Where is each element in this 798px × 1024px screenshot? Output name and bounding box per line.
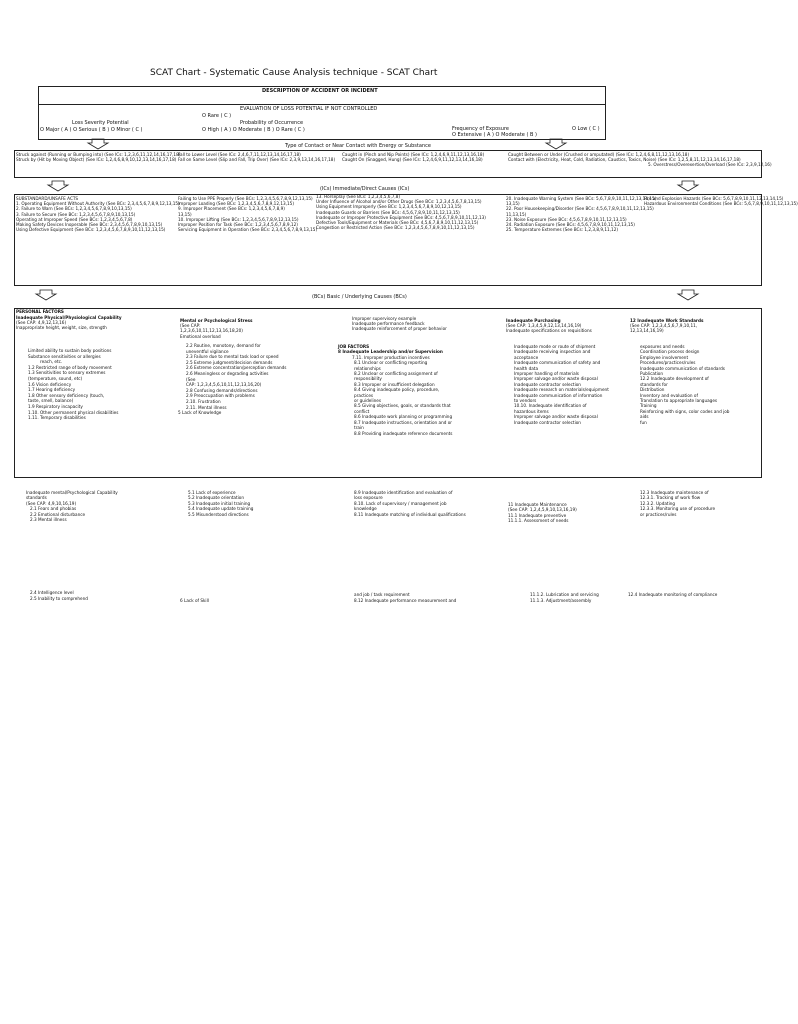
bc-item: 2.6 Extreme concentration/perception demands [186, 365, 287, 371]
bc-item: 8.4 Giving inadequate policy, procedure, [354, 387, 440, 393]
bc-item: (temperature, sound, etc) [28, 375, 83, 381]
lower-item: 11 Inadequate Maintenance [508, 502, 567, 507]
bc-item: aids [640, 414, 649, 420]
bc-item: Inadequate receiving inspection and [514, 349, 591, 355]
bc-head: (See CAP: 1,2,3,4,5,6,7,9,10,11, [630, 323, 698, 329]
lower-item: 5.2 Inadequate orientation [188, 495, 245, 501]
loss-options[interactable]: O Major ( A ) O Serious ( B ) O Minor ( C ) [40, 127, 143, 133]
bc-item: 8.8 Providing inadequate reference documents [354, 430, 453, 436]
bc-item: Translation to appropriate languages [640, 398, 718, 404]
bc-item: 2.6 Meaningless or degrading activities [186, 370, 269, 376]
bc-head: 12 Inadequate Work Standards [630, 318, 704, 323]
bc-item: 8.7 Inadequate instructions, orientation and or [354, 419, 453, 425]
description-label: DESCRIPTION OF ACCIDENT OR INCIDENT [262, 88, 378, 94]
lower-item: 8.10. Lack of supervisory / management job [354, 500, 447, 506]
ic-item: 3. Failure to Secure (See BCs: 1,2,3,4,5,6,7,8,9,10,13,15) [16, 211, 136, 217]
ic-item: 9. Improper Placement (See BCs: 1,2,3,4,5,6,7,8,9) [178, 206, 285, 212]
lower-item: 2.1 Fears and phobias [30, 506, 77, 512]
contact-item: Struck by (Hit by Moving Object) (See ICs: 1,2,4,6,8,9,10,12,13,14,16,17,18) [16, 157, 177, 163]
lower-head: Inadequate mental/Psychological Capability [26, 490, 118, 495]
basic-heading: (BCs) Basic / Underlying Causes (BCs) [312, 294, 407, 300]
bc-item: Inadequate communication of standards [640, 365, 725, 371]
bc-item: 1.11. Temporary disabilities [28, 415, 86, 421]
ic-item: Failing to Use PPE Properly (See BCs: 1,2,3,4,5,6,7,8,9,12,13,15) [178, 196, 313, 201]
lower-head: (See CAP: 4,9,10,16,19) [26, 500, 77, 506]
lower-item: 11.1.2. Lubrication and servicing [530, 592, 599, 597]
contact-col4 [508, 152, 772, 168]
bc-item: 1.3 Sensitivities to sensory extremes [28, 370, 106, 376]
bc-col3-head [352, 316, 447, 332]
bc-head: 1,2,3,6,10,11,12,13,16,18,20) [180, 328, 243, 334]
contact-heading: Type of Contact or Near Contact with Energy or Substance [285, 143, 431, 149]
bc-head: (See CAP: 1,3,4,5,9,12,13,14,16,19) [506, 323, 582, 329]
ic-item: 13,15) [506, 201, 520, 207]
bc-item: Employee involvement [640, 354, 689, 360]
bc-head: (See CAP: [180, 323, 201, 329]
bc-head: Mental or Psychological Stress [180, 318, 253, 323]
ic-col1 [16, 196, 180, 232]
bc-item: 2.9 Preoccupation with problems [186, 393, 255, 399]
bc-item: Procedures/practices/rules [640, 360, 696, 366]
bc-item: 8.2 Unclear or conflicting assignment of [354, 371, 438, 377]
bc-item: reach, etc. [40, 359, 63, 365]
bc-item: 1.6 Vision deficiency [28, 381, 72, 387]
lower-item: 2.2 Emotional disturbance [30, 511, 86, 517]
bc-item: exposures and needs [640, 344, 685, 349]
bc-item: Training [640, 403, 657, 409]
loss-severity-label: Loss Severity Potential [72, 120, 129, 126]
lower-item: or practices/rules [640, 511, 677, 517]
lower-item: 5.4 Inadequate update training [188, 506, 254, 512]
bc-item: Inadequate communication of information [514, 392, 603, 398]
lower-item: 5.5 Misunderstood directions [188, 511, 249, 517]
bc-item: (See [186, 376, 196, 382]
lower-item: 12.3.3. Monitoring use of procedure [640, 506, 716, 512]
lower-col2 [188, 490, 253, 517]
personal-factors-label: PERSONAL FACTORS [16, 309, 64, 314]
bc-item: to vendors [514, 398, 537, 404]
ic-item: 23. Noise Exposure (See BCs: 4,5,6,7,8,9,10,11,12,13,15) [506, 216, 627, 222]
ic-item: Making Safety Devices Inoperable (See BCs: 2,3,4,5,6,7,8,9,10,13,15) [16, 222, 163, 228]
lower-col5 [640, 490, 715, 517]
contact-item: Caught Between or Under (Crushed or amputated) (See ICs: 1,2,4,6,8,11,12,13,16,18) [508, 152, 690, 157]
bc-item: 10.10. Inadequate identification of [514, 403, 587, 409]
ic-item: Under Influence of Alcohol and/or Other Drugs (See BCs: 1,2,3,4,5,6,7,8,13,15) [316, 199, 482, 205]
bc-head: Inadequate performance feedback [352, 321, 425, 327]
contact-item: Fall on Same Level (Slip and Fall, Trip Over) (See ICs: 2,3,9,13,14,16,17,18) [178, 157, 336, 163]
bc-item: 1.9 Respiratory incapacity [28, 403, 83, 409]
lower-item: 12.3.2. Updating [640, 500, 676, 506]
ic-col2 [178, 196, 317, 232]
bc-item: uneventful vigilance [186, 348, 229, 354]
bc-head: Emotional overload [180, 333, 221, 339]
bc-head: (See CAP: 4,9,12,13,16) [16, 320, 67, 326]
arrow-down-icon [678, 181, 698, 191]
ic-item: Fire and Explosion Hazards (See BCs: 5,6,7,8,9,10,11,12,13,14,15) [644, 196, 784, 201]
bc-item: conflict [354, 408, 370, 414]
bc-item: 1.7 Hearing deficiency [28, 387, 76, 393]
ic-item: 24. Radiation Exposure (See BCs: 4,5,6,7,8,9,10,11,12,13,15) [506, 222, 635, 228]
header-divider [38, 104, 606, 105]
bc-head: Improper supervisory example [352, 316, 417, 321]
bc-item: Inadequate mode or route of shipment [514, 344, 596, 349]
bc-item: Inadequate research on materials/equipment [514, 387, 609, 393]
ic-item: Inadequate or Improper Protective Equipment (See BCs: 4,5,6,7,8,9,10,11,12,13) [316, 214, 486, 220]
bc-col3-items [338, 344, 452, 436]
lower-item: 2.3 Mental illness [30, 517, 67, 523]
bc-head: Inadequate Purchasing [506, 318, 561, 323]
lower-col4 [508, 502, 577, 524]
bc-item: 2.10. Frustration [186, 398, 221, 404]
bc-item: Improper handling of materials [514, 371, 579, 377]
ic-item: 13. Horseplay (See BCs: 1,2,3,4,5,6,7,8) [316, 194, 401, 199]
bc-item: 12.2 Inadequate development of [640, 376, 709, 382]
arrow-down-icon [546, 139, 566, 149]
arrow-down-icon [36, 290, 56, 300]
lower-col2b [180, 598, 209, 603]
evaluation-label: EVALUATION OF LOSS POTENTIAL IF NOT CONTROLLED [240, 106, 378, 112]
bc-item: Coordination process design [640, 349, 700, 355]
probability-label: Probability of Occurrence [240, 120, 304, 126]
ic-item: 22. Poor Housekeeping/Disorder (See BCs: 4,5,6,7,8,9,10,11,12,13,15) [506, 206, 654, 212]
ic-item: 20. Inadequate Warning System (See BCs: 5,6,7,8,9,10,11,12,13,14,15) [506, 196, 657, 201]
bc-item: Substance sensitivities or allergies [28, 353, 101, 359]
prob-rare-top: O Rare ( C ) [202, 113, 232, 119]
bc-head: Inadequate specifications on requisitions [506, 328, 592, 334]
immediate-heading: (ICs) Immediate/Direct Causes (ICs) [320, 186, 410, 192]
lower-col1 [26, 490, 118, 522]
ic-item: Defective Tools/Equipment or Materials (See BCs: 4,5,6,7,8,9,10,11,12,13,15) [316, 220, 479, 226]
bc-col2-items [178, 343, 287, 416]
bc-col4-head [506, 318, 592, 334]
ic-item: Improper Loading (See BCs: 1,2,3,4,5,6,7,8,9,12,13,15) [178, 201, 294, 207]
ic-item: Inadequate Guards or Barriers (See BCs: 4,5,6,7,8,9,10,11,12,13,15) [316, 209, 460, 215]
ic-item: 13,15) [178, 211, 192, 217]
bc-item: or guidelines [354, 398, 382, 404]
bc-item: acceptance [514, 354, 539, 360]
bc-item: Improper salvage and/or waste disposal [514, 414, 598, 420]
contact-col1 [16, 152, 180, 162]
bc-col5-items [640, 344, 729, 425]
ic-heading: SUBSTANDARD/UNSAFE ACTS [16, 196, 79, 201]
bc-item: 2.2 Routine, monotony, demand for [186, 343, 261, 348]
ic-item: Hazardous Environmental Conditions (See BCs: 5,6,7,8,9,10,11,12,13,15) [644, 201, 798, 207]
contact-col3 [342, 152, 484, 162]
bc-col1-items [28, 348, 118, 421]
page-title: SCAT Chart - Systematic Cause Analysis technique - SCAT Chart [150, 68, 438, 78]
ic-item: 11,13,15) [506, 211, 527, 217]
bc-item: health data [514, 365, 539, 371]
bc-item: hazardous items [514, 408, 549, 414]
bc-item: fun [640, 419, 647, 425]
bc-item: standards for [640, 381, 668, 387]
contact-item: Contact with (Electricity, Heat, Cold, Radiation, Caustics, Toxics, Noise) (See ICs: 1,2,5,8,11,12,13,14,16,17,18) [508, 157, 741, 163]
lower-item: 12.3 Inadequate maintenance of [640, 490, 709, 495]
freq-options[interactable]: O Extensive ( A ) O Moderate ( B ) [452, 132, 537, 138]
ic-item: Improper Position for Task (See BCs: 1,2,3,4,5,6,7,8,9,12) [178, 222, 298, 228]
arrow-down-icon [88, 139, 108, 149]
bc-item: practices [354, 392, 374, 398]
bc-col4-items [514, 344, 609, 425]
bc-item: Publication [640, 371, 663, 377]
bc-item: relationships [354, 365, 381, 371]
lower-item: 11.1.3. Adjustment/assembly [530, 597, 592, 603]
ic-item: Congestion or Restricted Action (See BCs: 1,2,3,4,5,6,7,8,9,10,11,12,13,15) [316, 225, 475, 231]
lower-item: and job / task requirement [354, 592, 410, 597]
bc-item: 8.6 Inadequate work planning or programming [354, 414, 453, 420]
contact-item: Struck against (Running or Bumping into) (See ICs: 1,2,3,6,11,12,14,16,17,18) [16, 152, 181, 157]
lower-item: 11.1 Inadequate preventive [508, 512, 567, 518]
bc-head: 12,13,14,16,19) [630, 328, 664, 334]
bc-head: Inappropriate height, weight, size, strength [16, 325, 107, 331]
bc-item: 1.10. Other permanent physical disabilities [28, 409, 119, 415]
contact-item: Fall to Lower Level (See ICs: 2,4,6,7,11,12,13,14,16,17,18) [178, 152, 301, 157]
bc-item: CAP: 1,2,3,4,5,6,10,11,12,13,16,20) [186, 382, 262, 388]
arrow-down-icon [48, 181, 68, 191]
ic-item: 10. Improper Lifting (See BCs: 1,2,3,4,5,6,7,8,9,12,13,15) [178, 216, 299, 222]
freq-low[interactable]: O Low ( C ) [572, 126, 600, 132]
lower-col4b [530, 592, 599, 603]
ic-item: 25. Temperature Extremes (See BCs: 1,2,3,8,9,11,12) [506, 227, 619, 233]
bc-item: 8 Inadequate Leadership and/or Supervision [338, 349, 443, 355]
bc-item: Improper salvage and/or waste disposal [514, 376, 598, 382]
lower-item: 6 Lack of Skill [180, 598, 209, 603]
ic-col3 [316, 194, 486, 230]
ic-item: 2. Failure to Warn (See BCs: 1,2,3,4,5,6,7,8,9,10,13,15) [16, 206, 132, 212]
ic-col4 [506, 196, 656, 232]
bc-item: 1.8 Other sensory deficiency (touch, [28, 392, 105, 398]
lower-item: 2.5 Inability to comprehend [30, 595, 88, 601]
ic-item: 1. Operating Equipment Without Authority (See BCs: 2,3,4,5,6,7,8,9,12,13,15) [16, 201, 180, 207]
bc-item: Limited ability to sustain body positions [28, 348, 112, 353]
bc-item: Reinforcing with signs, color codes and job [640, 408, 730, 414]
lower-item: 11.1.1. Assessment of needs [508, 518, 569, 524]
ic-item: Servicing Equipment in Operation (See BCs: 2,3,4,5,6,7,8,9,13,15) [178, 227, 318, 233]
bc-col2-head [180, 318, 253, 339]
lower-col3b [354, 592, 456, 603]
bc-head: Inadequate Physical/Physiological Capability [16, 315, 122, 320]
lower-col5b [628, 592, 717, 597]
lower-col1b [30, 590, 88, 601]
bc-item: 7.11. Improper production incentives [352, 354, 430, 360]
contact-col2 [178, 152, 335, 162]
bc-item: Inadequate communication of safety and [514, 360, 601, 366]
lower-item: 8.12 Inadequate performance measurement and [354, 597, 457, 603]
bc-head: Inadequate reinforcement of proper behavior [352, 326, 447, 332]
lower-head: standards [26, 495, 47, 501]
bc-item: JOB FACTORS [338, 344, 370, 349]
bc-col1-head [16, 315, 122, 331]
ic-item: Using Equipment Improperly (See BCs: 1,2,3,4,5,6,7,8,9,10,12,13,15) [316, 204, 462, 210]
lower-item: knowledge [354, 506, 377, 512]
lower-item: loss exposure [354, 495, 383, 501]
bc-item: 2.5 Extreme judgment/decision demands [186, 359, 273, 365]
bc-item: 8.1 Unclear or conflicting reporting [354, 360, 428, 366]
lower-item: 8.11 Inadequate matching of individual qualifications [354, 511, 466, 517]
bc-item: 2.8 Confusing demands/directions [186, 387, 258, 393]
bc-item: Inadequate contractor selection [514, 419, 581, 425]
bc-item: Distribution [640, 387, 665, 393]
ic-item: Using Defective Equipment (See BCs: 1,2,3,4,5,6,7,8,9,10,11,12,13,15) [16, 227, 166, 233]
bc-item: 8.5 Giving objectives, goals, or standards that [354, 403, 451, 409]
frequency-label: Frequency of Exposure [452, 126, 509, 132]
bc-item: responsibility [354, 376, 382, 382]
lower-item: 2.4 Intelligence level [30, 590, 74, 595]
bc-item: Inadequate contractor selection [514, 381, 581, 387]
bc-item: 8.3 Improper or insufficient delegation [354, 381, 435, 387]
contact-item: Caught in (Pinch and Nip Points) (See ICs: 1,2,4,6,9,11,12,13,16,18) [342, 152, 485, 157]
bc-item: Inventory and evaluation of [640, 392, 698, 398]
lower-item: (See CAP: 1,2,4,5,9,10,13,16,19) [508, 507, 577, 513]
bc-item: 2.3 Failure due to mental task load or speed [186, 354, 279, 360]
bc-item: 5 Lack of Knowledge [178, 410, 222, 416]
bc-item: train [354, 425, 364, 431]
contact-item: 5. Overstress/Overexertion/Overload (See ICs: 2,3,9,12,16) [648, 162, 772, 168]
lower-item: 5.3 Inadequate initial training [188, 500, 251, 506]
ic-col5 [644, 196, 798, 206]
ic-item: Operating at Improper Speed (See BCs: 1,2,3,4,5,6,7,8) [16, 216, 133, 222]
bc-item: taste, smell, balance) [28, 398, 74, 404]
bc-col5-head [630, 318, 703, 334]
lower-item: 12.4 Inadequate monitoring of compliance [628, 592, 718, 597]
bc-item: 1.2 Restricted range of body movement [28, 364, 112, 370]
lower-item: 12.3.1. Tracking of work flow [640, 495, 701, 501]
lower-item: 5.1 Lack of experience [188, 490, 236, 495]
prob-options[interactable]: O High ( A ) O Moderate ( B ) O Rare ( C ) [202, 127, 305, 133]
lower-item: 8.9 Inadequate identification and evaluation of [354, 490, 453, 495]
contact-item: Caught On (Snagged, Hung) (See ICs: 1,2,4,6,9,11,12,13,14,16,18) [342, 157, 483, 163]
lower-col3 [354, 490, 466, 517]
bc-item: 2.11. Mental illness [186, 404, 227, 410]
arrow-down-icon [678, 290, 698, 300]
